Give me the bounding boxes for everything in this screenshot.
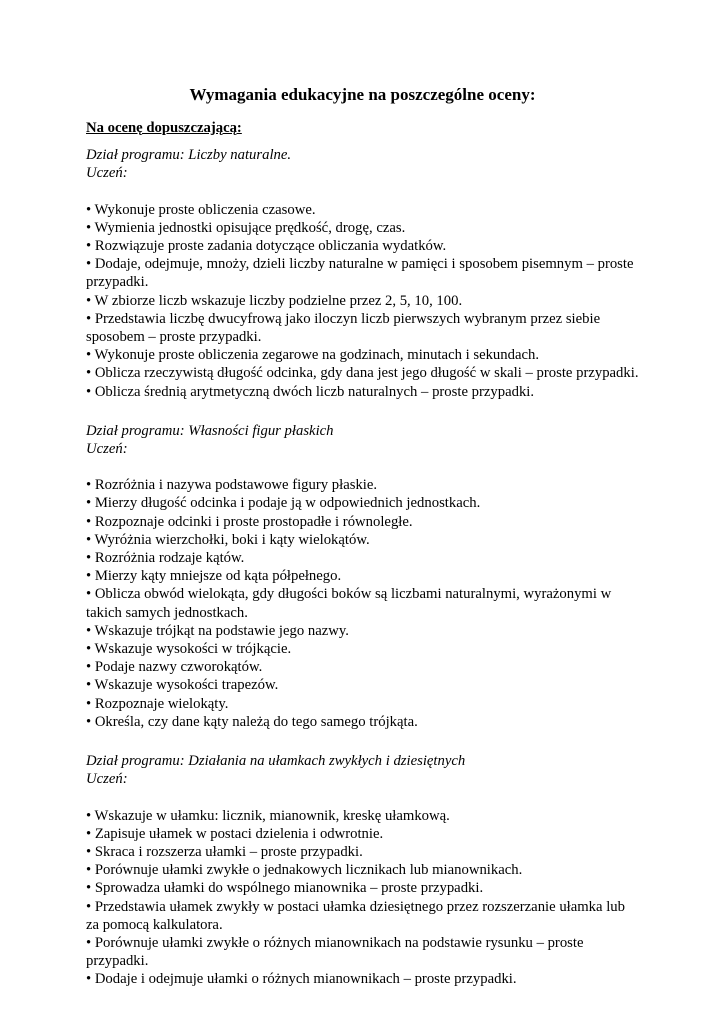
bullet-item: • Oblicza rzeczywistą długość odcinka, gdy dana jest jego długość w skali – proste przypadki. xyxy=(86,365,639,382)
bullet-item: • Określa, czy dane kąty należą do tego samego trójkąta. xyxy=(86,713,418,730)
section-dzialania-na-ulamkach xyxy=(86,752,639,988)
bullet-item: • Oblicza średnią arytmetyczną dwóch liczb naturalnych – proste przypadki. xyxy=(86,383,535,400)
bullet-item: • Porównuje ułamki zwykłe o jednakowych licznikach lub mianownikach. xyxy=(86,862,523,879)
bullet-item: • Przedstawia ułamek zwykły w postaci ułamka dziesiętnego przez rozszerzanie ułamka lub za pomocą kalkulatora. xyxy=(86,898,625,933)
bullet-list xyxy=(86,201,639,401)
program-heading: Dział programu: Liczby naturalne. xyxy=(86,147,292,164)
bullet-item: • Rozróżnia i nazywa podstawowe figury płaskie. xyxy=(86,477,378,494)
bullet-item: • Dodaje, odejmuje, mnoży, dzieli liczby naturalne w pamięci i sposobem pisemnym – proste przypadki. xyxy=(86,256,634,291)
bullet-item: • Rozróżnia rodzaje kątów. xyxy=(86,550,245,567)
section-liczby-naturalne xyxy=(86,146,639,401)
bullet-item: • Wykonuje proste obliczenia zegarowe na godzinach, minutach i sekundach. xyxy=(86,347,540,364)
bullet-item: • Wykonuje proste obliczenia czasowe. xyxy=(86,201,316,218)
bullet-item: • Mierzy długość odcinka i podaje ją w odpowiednich jednostkach. xyxy=(86,495,481,512)
bullet-item: • Rozwiązuje proste zadania dotyczące obliczania wydatków. xyxy=(86,238,447,255)
bullet-item: • Wymienia jednostki opisujące prędkość, drogę, czas. xyxy=(86,219,406,236)
bullet-item: • Dodaje i odejmuje ułamki o różnych mianownikach – proste przypadki. xyxy=(86,971,517,988)
bullet-item: • Mierzy kąty mniejsze od kąta półpełnego. xyxy=(86,568,342,585)
bullet-item: • Podaje nazwy czworokątów. xyxy=(86,659,263,676)
bullet-item: • Przedstawia liczbę dwucyfrową jako iloczyn liczb pierwszych wybranym przez siebie sposobem – proste przypadki. xyxy=(86,310,601,346)
student-label: Uczeń: xyxy=(86,441,128,458)
program-heading: Dział programu: Własności figur płaskich xyxy=(86,422,334,439)
bullet-item: • Wskazuje wysokości w trójkącie. xyxy=(86,641,292,658)
bullet-item: • Zapisuje ułamek w postaci dzielenia i odwrotnie. xyxy=(86,825,384,842)
bullet-item: • Porównuje ułamki zwykłe o różnych mianownikach na podstawie rysunku – proste przypadki. xyxy=(86,934,584,970)
bullet-item: • Wskazuje w ułamku: licznik, mianownik, kreskę ułamkową. xyxy=(86,807,450,824)
bullet-item: • Skraca i rozszerza ułamki – proste przypadki. xyxy=(86,843,363,860)
bullet-list xyxy=(86,807,639,989)
grade-heading: Na ocenę dopuszczającą: xyxy=(86,120,242,136)
bullet-item: • Wskazuje trójkąt na podstawie jego nazwy. xyxy=(86,622,349,639)
bullet-list xyxy=(86,476,639,731)
student-label: Uczeń: xyxy=(86,165,128,182)
program-heading: Dział programu: Działania na ułamkach zwykłych i dziesiętnych xyxy=(86,753,466,770)
bullet-item: • Rozpoznaje odcinki i proste prostopadłe i równoległe. xyxy=(86,513,413,530)
bullet-item: • Wskazuje wysokości trapezów. xyxy=(86,677,279,694)
student-label: Uczeń: xyxy=(86,771,128,788)
bullet-item: • Wyróżnia wierzchołki, boki i kąty wielokątów. xyxy=(86,531,370,548)
bullet-item: • Oblicza obwód wielokąta, gdy długości boków są liczbami naturalnymi, wyrażonymi w takich samych jednostkach. xyxy=(86,586,612,621)
bullet-item: • W zbiorze liczb wskazuje liczby podzielne przez 2, 5, 10, 100. xyxy=(86,292,463,309)
bullet-item: • Rozpoznaje wielokąty. xyxy=(86,695,229,712)
document-title: Wymagania edukacyjne na poszczególne oceny: xyxy=(189,85,536,104)
bullet-item: • Sprowadza ułamki do wspólnego mianownika – proste przypadki. xyxy=(86,880,484,897)
section-wlasnosci-figur-plaskich xyxy=(86,422,639,731)
